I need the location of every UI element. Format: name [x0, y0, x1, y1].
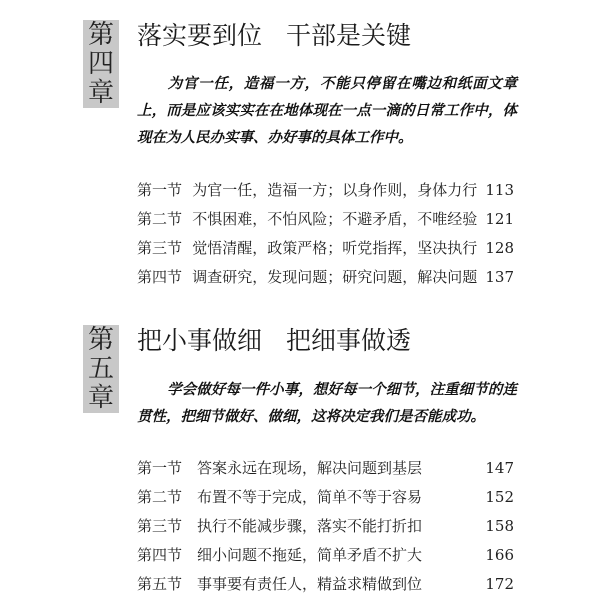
- page-number: 147: [485, 458, 514, 477]
- chapter-label-char: 四: [87, 48, 114, 79]
- section-title: 调查研究，发现问题；研究问题，解决问题: [192, 268, 478, 286]
- toc-entry[interactable]: [137, 511, 514, 540]
- section-title: 细小问题不拖延，简单矛盾不扩大: [197, 546, 423, 564]
- section-title: 不惧困难，不怕风险；不避矛盾，不唯经验: [192, 210, 478, 228]
- title-part: 把细事做透: [286, 326, 412, 355]
- section-title: 答案永远在现场，解决问题到基层: [197, 459, 423, 477]
- chapter-4-title: [137, 16, 411, 52]
- section-label: 第五节: [137, 575, 183, 593]
- toc-entry[interactable]: [137, 453, 514, 482]
- chapter-5-label-box: [83, 325, 119, 413]
- section-title: 为官一任，造福一方；以身作则，身体力行: [192, 181, 478, 199]
- chapter-5-title: [137, 321, 411, 357]
- page-number: 113: [485, 180, 514, 199]
- page-number: 166: [485, 545, 514, 564]
- chapter-4-summary: [137, 70, 517, 151]
- chapter-4-toc: [137, 175, 514, 291]
- title-part: 把小事做细: [137, 326, 263, 355]
- summary-text: 为官一任，造福一方，不能只停留在嘴边和纸面文章上，而是应该实实在在地体现在一点一滴的日常工作中，体现在为人民办实事、办好事的具体工作中。: [137, 75, 517, 146]
- page-number: 158: [485, 516, 514, 535]
- section-title: 布置不等于完成，简单不等于容易: [197, 488, 423, 506]
- section-label: 第四节: [137, 268, 183, 286]
- section-title: 觉悟清醒，政策严格；听党指挥，坚决执行: [192, 239, 478, 257]
- title-part: 干部是关键: [286, 21, 412, 50]
- toc-entry[interactable]: [137, 482, 514, 511]
- section-label: 第二节: [137, 488, 183, 506]
- section-label: 第二节: [137, 210, 183, 228]
- chapter-5-summary: [137, 376, 517, 430]
- page-number: 172: [485, 574, 514, 593]
- section-title: 执行不能减步骤，落实不能打折扣: [197, 517, 423, 535]
- page-number: 152: [485, 487, 514, 506]
- toc-entry[interactable]: [137, 540, 514, 569]
- chapter-label-char: 章: [87, 382, 114, 413]
- chapter-label-char: 五: [87, 353, 114, 384]
- section-label: 第一节: [137, 459, 183, 477]
- chapter-4-label-box: [83, 20, 119, 108]
- toc-entry[interactable]: [137, 262, 514, 291]
- section-label: 第一节: [137, 181, 183, 199]
- page-number: 128: [485, 238, 514, 257]
- summary-text: 学会做好每一件小事，想好每一个细节，注重细节的连贯性，把细节做好、做细，这将决定我们是否能成功。: [137, 381, 517, 425]
- chapter-5-toc: [137, 453, 514, 598]
- section-label: 第四节: [137, 546, 183, 564]
- section-label: 第三节: [137, 239, 183, 257]
- toc-entry[interactable]: [137, 204, 514, 233]
- section-title: 事事要有责任人，精益求精做到位: [197, 575, 423, 593]
- toc-entry[interactable]: [137, 569, 514, 598]
- chapter-label-char: 第: [87, 324, 114, 355]
- page-number: 137: [485, 267, 514, 286]
- toc-entry[interactable]: [137, 233, 514, 262]
- page-number: 121: [485, 209, 514, 228]
- section-label: 第三节: [137, 517, 183, 535]
- chapter-label-char: 章: [87, 77, 114, 108]
- chapter-label-char: 第: [87, 19, 114, 50]
- toc-entry[interactable]: [137, 175, 514, 204]
- title-part: 落实要到位: [137, 21, 263, 50]
